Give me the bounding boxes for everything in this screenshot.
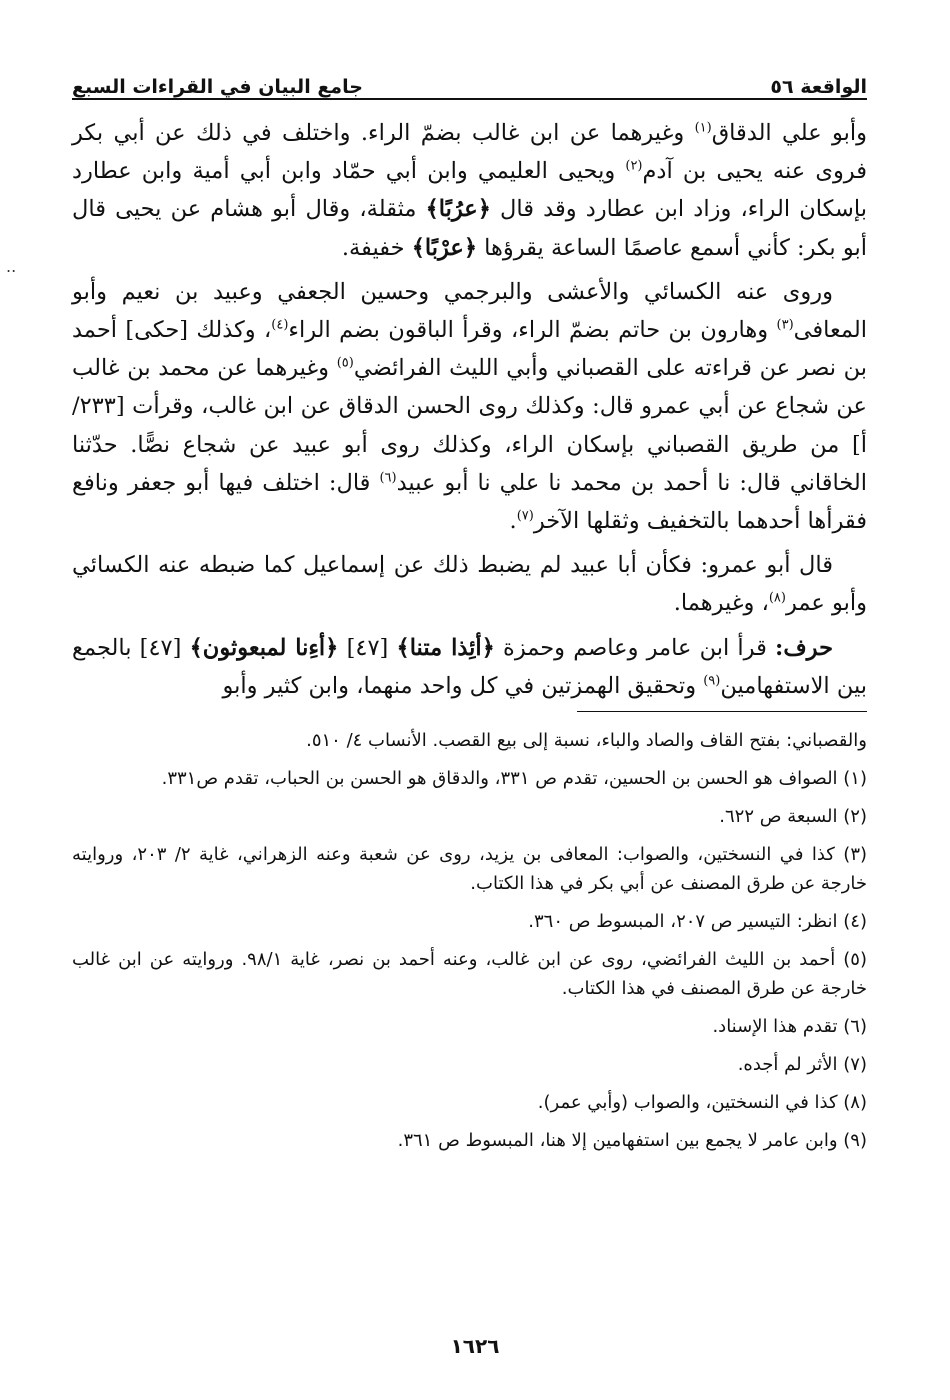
margin-mark: ..: [6, 257, 17, 276]
footnote: (٦) تقدم هذا الإسناد.: [712, 1016, 867, 1038]
text-run: وغيرهما عن ابن غالب بضمّ الراء. واختلف في ذلك عن أبي بكر فروى عنه يحيى بن آدم: [72, 120, 867, 185]
text-run: وأبو علي الدقاق: [711, 120, 868, 146]
quran-quote: ﴿عرُبًا﴾: [425, 196, 491, 223]
text-run: وهارون بن حاتم بضمّ الراء، وقرأ الباقون بضم الراء: [288, 317, 777, 344]
main-text: [72, 114, 867, 705]
footnote: والقصباني: بفتح القاف والصاد والباء، نسبة إلى بيع القصب. الأنساب ٤/ ٥١٠.: [306, 730, 867, 752]
header-book-title: جامع البيان في القراءات السبع: [72, 76, 363, 98]
text-run: قال أبو عمرو: فكأن أبا عبيد لم يضبط ذلك عن إسماعيل كما ضبطه عنه الكسائي وأبو عمر: [72, 552, 867, 617]
footnote-ref: (٣): [776, 317, 794, 333]
footnote: (٥) أحمد بن الليث الفرائضي، روى عن ابن غالب، وعنه أحمد بن نصر، غاية ٩٨/١. وروايته عن ابن غالب خارجة عن طرق المصنف في هذا الكتاب.: [72, 949, 867, 1000]
text-run: [٤٧]: [338, 634, 397, 661]
footnote: (٨) كذا في النسختين، والصواب (وأبي عمر).: [537, 1092, 867, 1114]
footnote-separator: [577, 711, 867, 712]
footnote-ref: (١): [694, 120, 712, 136]
text-run: وغيرهما عن محمد بن غالب عن شجاع عن أبي عمرو قال: وكذلك روى الحسن الدقاق عن ابن غالب، وقرأت [٢٣٣/أ] من طريق القصباني بإسكان الراء، وكذلك روى أبو عبيد عن شجاع نصًّا. حدّثنا الخاقاني قال: نا أحمد بن محمد نا علي نا أبو عبيد: [72, 355, 867, 496]
text-run: مثقلة، وقال أبو هشام عن يحيى قال أبو بكر: كأني أسمع عاصمًا الساعة يقرؤها: [72, 196, 867, 261]
section-marker: حرف:: [775, 634, 833, 661]
page-number: ١٦٢٦: [450, 1334, 500, 1358]
text-run: [٤٧] بالجمع بين الاستفهامين: [72, 634, 867, 699]
paragraph-3: [72, 546, 867, 622]
footnote-ref: (٧): [516, 508, 534, 524]
text-run: ويحيى العليمي وابن أبي حمّاد وابن أبي أمية وابن عطارد بإسكان الراء، وزاد ابن عطارد وقد قال: [72, 158, 867, 223]
footnote-ref: (٢): [625, 158, 643, 174]
paragraph-1: [72, 114, 867, 267]
text-run: قرأ ابن عامر وعاصم وحمزة: [494, 634, 776, 661]
header-chapter: الواقعة ٥٦: [770, 76, 867, 98]
text-run: قال: اختلف فيها أبو جعفر ونافع فقرأها أحدهما بالتخفيف وثقلها الآخر: [72, 469, 867, 535]
text-run: ، وكذلك [حكى] أحمد بن نصر عن قراءته على القصباني وأبي الليث الفرائضي: [72, 317, 868, 382]
paragraph-2: [72, 273, 867, 540]
footnote-ref: (٦): [379, 470, 397, 486]
quran-quote: ﴿أءِنا لمبعوثون﴾: [189, 634, 339, 661]
page: [72, 64, 867, 1164]
running-header: [72, 64, 867, 100]
footnote: (٩) وابن عامر لا يجمع بين استفهامين إلا هنا، المبسوط ص ٣٦١.: [397, 1130, 867, 1152]
footnote-ref: (٨): [768, 590, 786, 606]
quran-quote: ﴿عرْبًا﴾: [411, 234, 478, 261]
footnote: (٤) انظر: التيسير ص ٢٠٧، المبسوط ص ٣٦٠.: [528, 911, 867, 933]
text-run: .: [509, 508, 517, 535]
footnote: (٧) الأثر لم أجده.: [737, 1054, 867, 1076]
text-run: ، وغيرهما.: [673, 590, 769, 617]
footnote: (١) الصواف هو الحسن بن الحسين، تقدم ص ٣٣١، والدقاق هو الحسن بن الحباب، تقدم ص٣٣١.: [161, 768, 867, 790]
text-run: خفيفة.: [341, 234, 412, 261]
footnotes: [72, 726, 867, 1155]
quran-quote: ﴿أئِذا متنا﴾: [396, 634, 495, 661]
footnote-ref: (٩): [703, 673, 721, 689]
text-run: وتحقيق الهمزتين في كل واحد منهما، وابن كثير وأبو: [222, 672, 704, 699]
footnote-ref: (٥): [336, 355, 354, 371]
footnote: (٣) كذا في النسختين، والصواب: المعافى بن يزيد، روى عن شعبة وعنه الزهراني، غاية ٢/ ٢٠٣، وروايته خارجة عن طرق المصنف عن أبي بكر في هذا الكتاب.: [72, 844, 868, 895]
footnote-ref: (٤): [271, 317, 289, 333]
text-run: وروى عنه الكسائي والأعشى والبرجمي وحسين الجعفي وعبيد بن نعيم وأبو المعافى: [72, 278, 867, 344]
footnote: (٢) السبعة ص ٦٢٢.: [719, 806, 867, 828]
paragraph-4: [72, 629, 867, 705]
